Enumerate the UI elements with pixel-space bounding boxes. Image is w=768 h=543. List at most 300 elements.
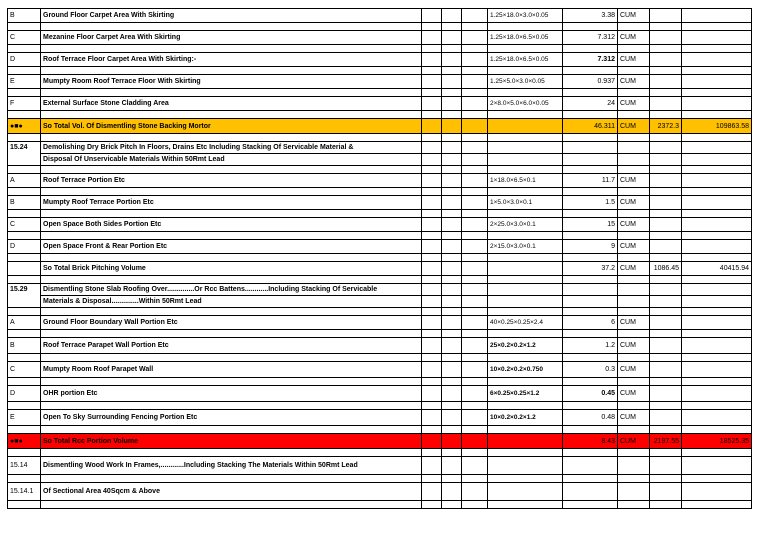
empty-cell[interactable] <box>682 284 752 296</box>
empty-cell[interactable] <box>442 67 462 75</box>
unit-cell[interactable]: CUM <box>618 53 650 67</box>
empty-cell[interactable] <box>422 457 442 475</box>
empty-cell[interactable] <box>682 154 752 166</box>
empty-cell[interactable] <box>8 45 41 53</box>
empty-cell[interactable] <box>442 166 462 174</box>
quantity-cell[interactable]: 15 <box>563 218 618 232</box>
item-description-cell[interactable]: Of Sectional Area 40Sqcm & Above <box>41 483 422 501</box>
empty-cell[interactable] <box>422 284 442 296</box>
empty-cell[interactable] <box>422 75 442 89</box>
empty-cell[interactable] <box>488 142 563 154</box>
empty-cell[interactable] <box>422 166 442 174</box>
empty-cell[interactable] <box>422 154 442 166</box>
empty-cell[interactable] <box>462 362 488 378</box>
empty-cell[interactable] <box>462 166 488 174</box>
item-code-cell[interactable]: C <box>8 31 41 45</box>
empty-cell[interactable] <box>8 210 41 218</box>
item-code-cell[interactable]: D <box>8 386 41 402</box>
empty-cell[interactable] <box>442 154 462 166</box>
unit-cell[interactable]: CUM <box>618 31 650 45</box>
empty-cell[interactable] <box>442 196 462 210</box>
calculation-cell[interactable] <box>488 262 563 276</box>
empty-cell[interactable] <box>618 354 650 362</box>
empty-cell[interactable] <box>8 308 41 316</box>
unit-cell[interactable]: CUM <box>618 386 650 402</box>
empty-cell[interactable] <box>682 111 752 119</box>
empty-cell[interactable] <box>442 284 462 296</box>
empty-cell[interactable] <box>650 89 682 97</box>
quantity-cell[interactable]: 8.43 <box>563 434 618 449</box>
empty-cell[interactable] <box>422 134 442 142</box>
empty-cell[interactable] <box>618 166 650 174</box>
empty-cell[interactable] <box>488 111 563 119</box>
empty-cell[interactable] <box>563 475 618 483</box>
empty-cell[interactable] <box>442 218 462 232</box>
calculation-cell[interactable]: 10×0.2×0.2×1.2 <box>488 410 563 426</box>
empty-cell[interactable] <box>650 475 682 483</box>
empty-cell[interactable] <box>563 501 618 509</box>
rate-cell[interactable] <box>650 316 682 330</box>
empty-cell[interactable] <box>650 232 682 240</box>
item-code-cell[interactable]: 15.14 <box>8 457 41 475</box>
empty-cell[interactable] <box>8 449 41 457</box>
empty-cell[interactable] <box>442 386 462 402</box>
empty-cell[interactable] <box>442 134 462 142</box>
empty-cell[interactable] <box>442 501 462 509</box>
empty-cell[interactable] <box>488 23 563 31</box>
empty-cell[interactable] <box>563 232 618 240</box>
empty-cell[interactable] <box>442 410 462 426</box>
empty-cell[interactable] <box>462 75 488 89</box>
empty-cell[interactable] <box>422 316 442 330</box>
empty-cell[interactable] <box>618 89 650 97</box>
empty-cell[interactable] <box>8 330 41 338</box>
empty-cell[interactable] <box>682 188 752 196</box>
empty-cell[interactable] <box>563 254 618 262</box>
empty-cell[interactable] <box>682 449 752 457</box>
empty-cell[interactable] <box>41 89 422 97</box>
empty-cell[interactable] <box>422 338 442 354</box>
empty-cell[interactable] <box>650 354 682 362</box>
empty-cell[interactable] <box>682 308 752 316</box>
empty-cell[interactable] <box>462 232 488 240</box>
item-description-cell[interactable]: Dismentling Stone Slab Roofing Over..............Or Rcc Battens............Including Stacking Of Servicable <box>41 284 422 296</box>
item-description-cell[interactable]: Open Space Both Sides Portion Etc <box>41 218 422 232</box>
calculation-cell[interactable]: 2×25.0×3.0×0.1 <box>488 218 563 232</box>
calculation-cell[interactable]: 2×15.0×3.0×0.1 <box>488 240 563 254</box>
empty-cell[interactable] <box>442 174 462 188</box>
empty-cell[interactable] <box>422 210 442 218</box>
empty-cell[interactable] <box>563 23 618 31</box>
empty-cell[interactable] <box>422 434 442 449</box>
empty-cell[interactable] <box>442 188 462 196</box>
calculation-cell[interactable]: 1.25×5.0×3.0×0.05 <box>488 75 563 89</box>
empty-cell[interactable] <box>563 210 618 218</box>
item-description-cell[interactable]: Open To Sky Surrounding Fencing Portion Etc <box>41 410 422 426</box>
empty-cell[interactable] <box>488 67 563 75</box>
empty-cell[interactable] <box>442 89 462 97</box>
empty-cell[interactable] <box>462 111 488 119</box>
item-code-cell[interactable]: C <box>8 362 41 378</box>
amount-cell[interactable] <box>682 31 752 45</box>
item-description-cell[interactable]: So Total Brick Pitching Volume <box>41 262 422 276</box>
item-code-cell[interactable]: C <box>8 218 41 232</box>
empty-cell[interactable] <box>462 457 488 475</box>
unit-cell[interactable]: CUM <box>618 119 650 134</box>
unit-cell[interactable]: CUM <box>618 75 650 89</box>
empty-cell[interactable] <box>422 111 442 119</box>
calculation-cell[interactable] <box>488 457 563 475</box>
empty-cell[interactable] <box>488 378 563 386</box>
item-code-cell[interactable]: B <box>8 196 41 210</box>
empty-cell[interactable] <box>8 166 41 174</box>
item-description-cell[interactable]: Dismentling Wood Work In Frames,............Including Stacking The Materials Within 50Rmt Lead <box>41 457 422 475</box>
empty-cell[interactable] <box>488 501 563 509</box>
rate-cell[interactable] <box>650 457 682 475</box>
empty-cell[interactable] <box>488 210 563 218</box>
quantity-cell[interactable]: 0.3 <box>563 362 618 378</box>
quantity-cell[interactable]: 1.5 <box>563 196 618 210</box>
empty-cell[interactable] <box>462 254 488 262</box>
empty-cell[interactable] <box>462 240 488 254</box>
empty-cell[interactable] <box>488 475 563 483</box>
quantity-cell[interactable]: 3.38 <box>563 9 618 23</box>
empty-cell[interactable] <box>618 67 650 75</box>
empty-cell[interactable] <box>650 284 682 296</box>
empty-cell[interactable] <box>650 254 682 262</box>
amount-cell[interactable] <box>682 483 752 501</box>
empty-cell[interactable] <box>650 154 682 166</box>
empty-cell[interactable] <box>563 45 618 53</box>
item-description-cell[interactable]: Disposal Of Unservicable Materials Within 50Rmt Lead <box>41 154 422 166</box>
empty-cell[interactable] <box>442 338 462 354</box>
empty-cell[interactable] <box>618 402 650 410</box>
empty-cell[interactable] <box>462 196 488 210</box>
empty-cell[interactable] <box>488 308 563 316</box>
empty-cell[interactable] <box>41 276 422 284</box>
empty-cell[interactable] <box>682 166 752 174</box>
empty-cell[interactable] <box>682 210 752 218</box>
unit-cell[interactable]: CUM <box>618 434 650 449</box>
empty-cell[interactable] <box>563 354 618 362</box>
rate-cell[interactable]: 1086.45 <box>650 262 682 276</box>
rate-cell[interactable] <box>650 218 682 232</box>
empty-cell[interactable] <box>41 378 422 386</box>
empty-cell[interactable] <box>618 449 650 457</box>
item-description-cell[interactable]: Mumpty Roof Terrace Portion Etc <box>41 196 422 210</box>
empty-cell[interactable] <box>422 119 442 134</box>
unit-cell[interactable]: CUM <box>618 316 650 330</box>
empty-cell[interactable] <box>442 232 462 240</box>
item-description-cell[interactable]: Ground Floor Carpet Area With Skirting <box>41 9 422 23</box>
rate-cell[interactable] <box>650 75 682 89</box>
amount-cell[interactable] <box>682 218 752 232</box>
empty-cell[interactable] <box>462 296 488 308</box>
quantity-cell[interactable]: 46.311 <box>563 119 618 134</box>
quantity-cell[interactable]: 24 <box>563 97 618 111</box>
calculation-cell[interactable]: 10×0.2×0.2×0.750 <box>488 362 563 378</box>
item-description-cell[interactable]: Mezanine Floor Carpet Area With Skirting <box>41 31 422 45</box>
empty-cell[interactable] <box>488 89 563 97</box>
empty-cell[interactable] <box>462 53 488 67</box>
empty-cell[interactable] <box>422 354 442 362</box>
empty-cell[interactable] <box>462 154 488 166</box>
empty-cell[interactable] <box>442 23 462 31</box>
empty-cell[interactable] <box>488 45 563 53</box>
empty-cell[interactable] <box>682 89 752 97</box>
item-code-cell[interactable]: ●■● <box>8 119 41 134</box>
empty-cell[interactable] <box>618 276 650 284</box>
empty-cell[interactable] <box>563 426 618 434</box>
empty-cell[interactable] <box>41 354 422 362</box>
empty-cell[interactable] <box>650 426 682 434</box>
empty-cell[interactable] <box>422 31 442 45</box>
empty-cell[interactable] <box>488 354 563 362</box>
empty-cell[interactable] <box>41 210 422 218</box>
empty-cell[interactable] <box>650 67 682 75</box>
item-code-cell[interactable]: B <box>8 9 41 23</box>
empty-cell[interactable] <box>41 232 422 240</box>
amount-cell[interactable]: 18525.35 <box>682 434 752 449</box>
empty-cell[interactable] <box>442 426 462 434</box>
empty-cell[interactable] <box>41 134 422 142</box>
empty-cell[interactable] <box>41 111 422 119</box>
empty-cell[interactable] <box>442 142 462 154</box>
quantity-cell[interactable]: 9 <box>563 240 618 254</box>
empty-cell[interactable] <box>563 330 618 338</box>
empty-cell[interactable] <box>41 449 422 457</box>
quantity-cell[interactable]: 1.2 <box>563 338 618 354</box>
empty-cell[interactable] <box>8 89 41 97</box>
empty-cell[interactable] <box>41 308 422 316</box>
empty-cell[interactable] <box>488 330 563 338</box>
empty-cell[interactable] <box>462 475 488 483</box>
empty-cell[interactable] <box>422 330 442 338</box>
empty-cell[interactable] <box>563 142 618 154</box>
empty-cell[interactable] <box>41 475 422 483</box>
empty-cell[interactable] <box>462 276 488 284</box>
rate-cell[interactable] <box>650 53 682 67</box>
empty-cell[interactable] <box>563 67 618 75</box>
empty-cell[interactable] <box>462 188 488 196</box>
empty-cell[interactable] <box>422 9 442 23</box>
empty-cell[interactable] <box>682 232 752 240</box>
empty-cell[interactable] <box>422 296 442 308</box>
empty-cell[interactable] <box>682 276 752 284</box>
empty-cell[interactable] <box>462 218 488 232</box>
empty-cell[interactable] <box>462 134 488 142</box>
empty-cell[interactable] <box>442 254 462 262</box>
empty-cell[interactable] <box>650 23 682 31</box>
empty-cell[interactable] <box>650 134 682 142</box>
empty-cell[interactable] <box>682 330 752 338</box>
empty-cell[interactable] <box>8 276 41 284</box>
empty-cell[interactable] <box>442 457 462 475</box>
empty-cell[interactable] <box>650 402 682 410</box>
empty-cell[interactable] <box>8 254 41 262</box>
calculation-cell[interactable] <box>488 434 563 449</box>
empty-cell[interactable] <box>422 196 442 210</box>
empty-cell[interactable] <box>442 45 462 53</box>
calculation-cell[interactable]: 1×5.0×3.0×0.1 <box>488 196 563 210</box>
amount-cell[interactable] <box>682 457 752 475</box>
empty-cell[interactable] <box>563 89 618 97</box>
empty-cell[interactable] <box>618 134 650 142</box>
empty-cell[interactable] <box>41 188 422 196</box>
empty-cell[interactable] <box>422 142 442 154</box>
item-code-cell[interactable]: D <box>8 53 41 67</box>
empty-cell[interactable] <box>422 386 442 402</box>
empty-cell[interactable] <box>462 9 488 23</box>
empty-cell[interactable] <box>442 316 462 330</box>
empty-cell[interactable] <box>650 449 682 457</box>
rate-cell[interactable] <box>650 240 682 254</box>
rate-cell[interactable] <box>650 31 682 45</box>
empty-cell[interactable] <box>8 378 41 386</box>
empty-cell[interactable] <box>650 142 682 154</box>
empty-cell[interactable] <box>442 75 462 89</box>
quantity-cell[interactable]: 0.937 <box>563 75 618 89</box>
calculation-cell[interactable]: 25×0.2×0.2×1.2 <box>488 338 563 354</box>
empty-cell[interactable] <box>8 354 41 362</box>
empty-cell[interactable] <box>462 119 488 134</box>
empty-cell[interactable] <box>462 330 488 338</box>
empty-cell[interactable] <box>442 475 462 483</box>
empty-cell[interactable] <box>41 45 422 53</box>
unit-cell[interactable]: CUM <box>618 410 650 426</box>
empty-cell[interactable] <box>442 296 462 308</box>
empty-cell[interactable] <box>563 378 618 386</box>
empty-cell[interactable] <box>422 426 442 434</box>
empty-cell[interactable] <box>682 402 752 410</box>
empty-cell[interactable] <box>650 111 682 119</box>
empty-cell[interactable] <box>618 232 650 240</box>
empty-cell[interactable] <box>422 378 442 386</box>
empty-cell[interactable] <box>618 45 650 53</box>
empty-cell[interactable] <box>682 254 752 262</box>
empty-cell[interactable] <box>682 23 752 31</box>
calculation-cell[interactable]: 40×0.25×0.25×2.4 <box>488 316 563 330</box>
empty-cell[interactable] <box>8 67 41 75</box>
empty-cell[interactable] <box>563 111 618 119</box>
empty-cell[interactable] <box>422 174 442 188</box>
empty-cell[interactable] <box>442 276 462 284</box>
empty-cell[interactable] <box>422 308 442 316</box>
empty-cell[interactable] <box>650 276 682 284</box>
amount-cell[interactable]: 109863.58 <box>682 119 752 134</box>
unit-cell[interactable]: CUM <box>618 174 650 188</box>
amount-cell[interactable] <box>682 53 752 67</box>
empty-cell[interactable] <box>462 354 488 362</box>
empty-cell[interactable] <box>462 386 488 402</box>
empty-cell[interactable] <box>618 501 650 509</box>
rate-cell[interactable]: 2197.55 <box>650 434 682 449</box>
empty-cell[interactable] <box>422 501 442 509</box>
empty-cell[interactable] <box>462 402 488 410</box>
item-code-cell[interactable] <box>8 262 41 276</box>
empty-cell[interactable] <box>682 45 752 53</box>
empty-cell[interactable] <box>442 262 462 276</box>
empty-cell[interactable] <box>442 210 462 218</box>
item-description-cell[interactable]: External Surface Stone Cladding Area <box>41 97 422 111</box>
unit-cell[interactable] <box>618 457 650 475</box>
empty-cell[interactable] <box>462 284 488 296</box>
empty-cell[interactable] <box>422 232 442 240</box>
item-description-cell[interactable]: Mumpty Room Roof Terrace Floor With Skirting <box>41 75 422 89</box>
empty-cell[interactable] <box>422 262 442 276</box>
empty-cell[interactable] <box>488 166 563 174</box>
empty-cell[interactable] <box>488 134 563 142</box>
empty-cell[interactable] <box>8 134 41 142</box>
empty-cell[interactable] <box>422 362 442 378</box>
empty-cell[interactable] <box>8 232 41 240</box>
empty-cell[interactable] <box>650 210 682 218</box>
item-code-cell[interactable]: A <box>8 316 41 330</box>
empty-cell[interactable] <box>462 410 488 426</box>
item-description-cell[interactable]: OHR portion Etc <box>41 386 422 402</box>
item-description-cell[interactable]: Materials & Disposal..............Within 50Rmt Lead <box>41 296 422 308</box>
empty-cell[interactable] <box>462 426 488 434</box>
empty-cell[interactable] <box>618 426 650 434</box>
empty-cell[interactable] <box>442 53 462 67</box>
unit-cell[interactable]: CUM <box>618 362 650 378</box>
empty-cell[interactable] <box>650 188 682 196</box>
empty-cell[interactable] <box>422 89 442 97</box>
empty-cell[interactable] <box>650 501 682 509</box>
empty-cell[interactable] <box>442 97 462 111</box>
empty-cell[interactable] <box>563 308 618 316</box>
item-code-cell[interactable]: E <box>8 75 41 89</box>
empty-cell[interactable] <box>682 134 752 142</box>
empty-cell[interactable] <box>8 475 41 483</box>
empty-cell[interactable] <box>650 45 682 53</box>
empty-cell[interactable] <box>442 483 462 501</box>
item-description-cell[interactable]: So Total Rcc Portion Volume <box>41 434 422 449</box>
item-code-cell[interactable]: 15.14.1 <box>8 483 41 501</box>
empty-cell[interactable] <box>650 166 682 174</box>
quantity-cell[interactable]: 37.2 <box>563 262 618 276</box>
empty-cell[interactable] <box>462 142 488 154</box>
empty-cell[interactable] <box>422 97 442 111</box>
empty-cell[interactable] <box>563 154 618 166</box>
empty-cell[interactable] <box>488 449 563 457</box>
unit-cell[interactable]: CUM <box>618 218 650 232</box>
empty-cell[interactable] <box>442 402 462 410</box>
quantity-cell[interactable]: 7.312 <box>563 53 618 67</box>
empty-cell[interactable] <box>8 111 41 119</box>
empty-cell[interactable] <box>462 67 488 75</box>
empty-cell[interactable] <box>462 308 488 316</box>
calculation-cell[interactable]: 6×0.25×0.25×1.2 <box>488 386 563 402</box>
empty-cell[interactable] <box>618 308 650 316</box>
empty-cell[interactable] <box>422 240 442 254</box>
empty-cell[interactable] <box>618 188 650 196</box>
empty-cell[interactable] <box>442 111 462 119</box>
quantity-cell[interactable]: 0.48 <box>563 410 618 426</box>
empty-cell[interactable] <box>618 330 650 338</box>
amount-cell[interactable] <box>682 97 752 111</box>
empty-cell[interactable] <box>442 378 462 386</box>
item-description-cell[interactable]: Roof Terrace Portion Etc <box>41 174 422 188</box>
empty-cell[interactable] <box>462 316 488 330</box>
empty-cell[interactable] <box>563 188 618 196</box>
quantity-cell[interactable]: 0.45 <box>563 386 618 402</box>
empty-cell[interactable] <box>442 330 462 338</box>
item-code-cell[interactable]: ●■● <box>8 434 41 449</box>
rate-cell[interactable] <box>650 338 682 354</box>
empty-cell[interactable] <box>488 232 563 240</box>
empty-cell[interactable] <box>462 31 488 45</box>
